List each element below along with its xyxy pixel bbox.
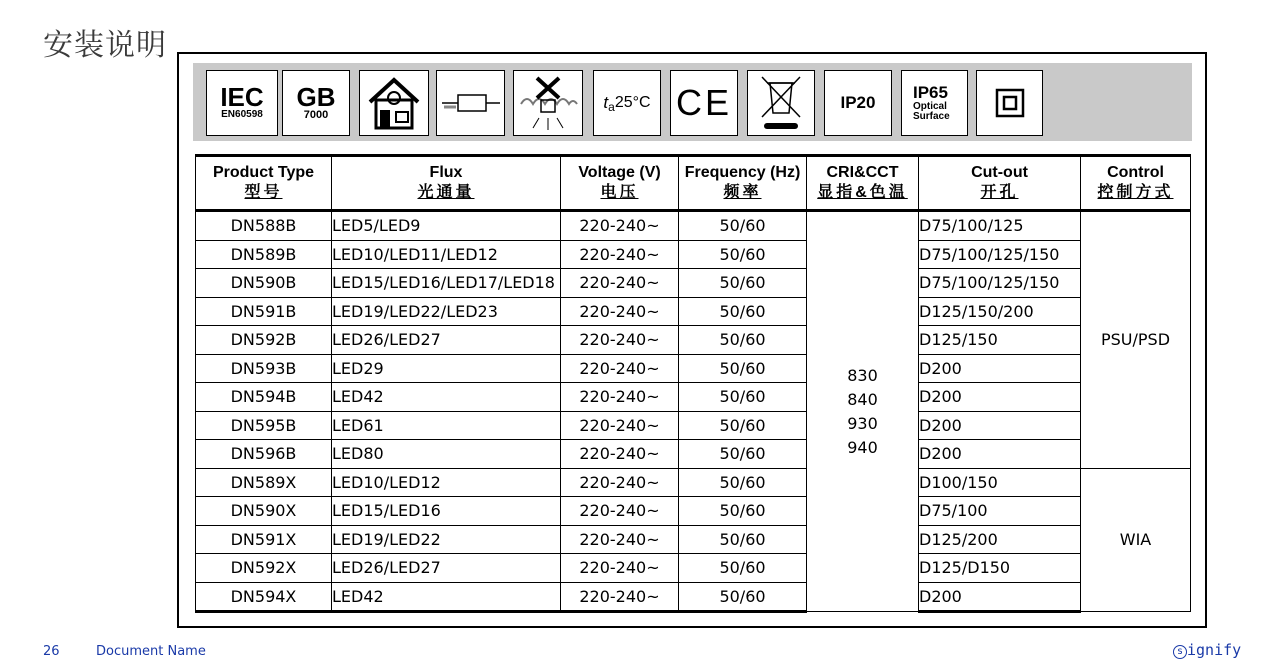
cell-flux: LED42	[332, 383, 561, 412]
iec-mark-icon	[206, 70, 278, 136]
table-row	[196, 554, 1191, 583]
cell-cutout: D200	[919, 354, 1081, 383]
header-voltage: Voltage (V) 电压	[561, 156, 679, 211]
cell-type: DN594X	[196, 582, 332, 612]
iec-label: IEC	[220, 82, 264, 112]
brand-text: ignify	[1187, 641, 1242, 659]
cell-voltage: 220-240~	[561, 297, 679, 326]
iec-standard: EN60598	[221, 109, 263, 120]
cell-cutout: D200	[919, 411, 1081, 440]
brand-s-circle: s	[1173, 645, 1187, 659]
table-header-row	[196, 156, 1191, 211]
cell-voltage: 220-240~	[561, 240, 679, 269]
cell-flux: LED15/LED16	[332, 497, 561, 526]
mounting-surface-icon	[436, 70, 505, 136]
cell-voltage: 220-240~	[561, 582, 679, 612]
table-row	[196, 269, 1191, 298]
cell-control-psu-psd: PSU/PSD	[1081, 211, 1191, 469]
cell-type: DN593B	[196, 354, 332, 383]
cell-cutout: D75/100	[919, 497, 1081, 526]
header-cri-cct: CRI&CCT 显指&色温	[807, 156, 919, 211]
signify-logo	[1173, 641, 1241, 659]
cell-frequency: 50/60	[679, 297, 807, 326]
indoor-use-icon	[359, 70, 429, 136]
cell-frequency: 50/60	[679, 525, 807, 554]
page-number: 26	[43, 644, 60, 659]
cell-type: DN595B	[196, 411, 332, 440]
ip20-label: IP20	[840, 93, 876, 112]
cell-flux: LED42	[332, 582, 561, 612]
cri-value: 840	[847, 389, 878, 409]
cri-value: 830	[847, 365, 878, 385]
cell-cutout: D200	[919, 440, 1081, 469]
table-row	[196, 354, 1191, 383]
temp-subscript: a	[608, 100, 615, 114]
cell-cutout: D125/150/200	[919, 297, 1081, 326]
cell-cutout: D75/100/125/150	[919, 269, 1081, 298]
cell-cri-cct	[807, 211, 919, 612]
cell-cutout: D100/150	[919, 468, 1081, 497]
cell-voltage: 220-240~	[561, 326, 679, 355]
cell-frequency: 50/60	[679, 354, 807, 383]
cell-flux: LED19/LED22	[332, 525, 561, 554]
cell-flux: LED10/LED12	[332, 468, 561, 497]
cell-cutout: D75/100/125	[919, 211, 1081, 241]
cell-type: DN590X	[196, 497, 332, 526]
cell-voltage: 220-240~	[561, 211, 679, 241]
cell-cutout: D125/D150	[919, 554, 1081, 583]
cell-frequency: 50/60	[679, 440, 807, 469]
cell-flux: LED61	[332, 411, 561, 440]
cell-frequency: 50/60	[679, 468, 807, 497]
weee-bin-icon	[747, 70, 815, 136]
class-ii-insulation-icon	[976, 70, 1043, 136]
cri-value: 930	[847, 413, 878, 433]
header-cutout: Cut-out 开孔	[919, 156, 1081, 211]
cell-cutout: D125/200	[919, 525, 1081, 554]
temp-symbol: t	[603, 93, 609, 112]
table-row	[196, 297, 1191, 326]
cell-voltage: 220-240~	[561, 383, 679, 412]
cell-flux: LED26/LED27	[332, 326, 561, 355]
cell-frequency: 50/60	[679, 582, 807, 612]
cell-flux: LED29	[332, 354, 561, 383]
cell-cutout: D75/100/125/150	[919, 240, 1081, 269]
gb-standard: 7000	[303, 109, 329, 121]
table-row	[196, 497, 1191, 526]
ip20-rating-icon	[824, 70, 892, 136]
ip65-label: IP65	[913, 83, 948, 102]
cell-voltage: 220-240~	[561, 411, 679, 440]
cell-frequency: 50/60	[679, 211, 807, 241]
cell-voltage: 220-240~	[561, 440, 679, 469]
cell-cutout: D200	[919, 383, 1081, 412]
cell-flux: LED15/LED16/LED17/LED18	[332, 269, 561, 298]
cell-voltage: 220-240~	[561, 468, 679, 497]
cell-control-wia: WIA	[1081, 468, 1191, 612]
ip65-sub-surface: Surface	[913, 111, 950, 122]
header-product-type: Product Type 型号	[196, 156, 332, 211]
cell-flux: LED10/LED11/LED12	[332, 240, 561, 269]
table-row	[196, 240, 1191, 269]
cell-flux: LED5/LED9	[332, 211, 561, 241]
cell-type: DN590B	[196, 269, 332, 298]
cell-type: DN592X	[196, 554, 332, 583]
cell-voltage: 220-240~	[561, 554, 679, 583]
cell-voltage: 220-240~	[561, 497, 679, 526]
cell-frequency: 50/60	[679, 383, 807, 412]
table-row	[196, 525, 1191, 554]
gb-mark-icon	[282, 70, 350, 136]
cell-frequency: 50/60	[679, 240, 807, 269]
cell-frequency: 50/60	[679, 554, 807, 583]
header-frequency: Frequency (Hz) 频率	[679, 156, 807, 211]
table-row	[196, 582, 1191, 612]
table-row	[196, 468, 1191, 497]
temp-value: 25°C	[614, 94, 651, 111]
gb-label: GB	[296, 82, 336, 112]
cell-voltage: 220-240~	[561, 269, 679, 298]
cell-frequency: 50/60	[679, 326, 807, 355]
header-flux: Flux 光通量	[332, 156, 561, 211]
table-row	[196, 383, 1191, 412]
cell-type: DN592B	[196, 326, 332, 355]
cell-frequency: 50/60	[679, 497, 807, 526]
cell-flux: LED26/LED27	[332, 554, 561, 583]
cell-flux: LED19/LED22/LED23	[332, 297, 561, 326]
table-row	[196, 211, 1191, 241]
document-name: Document Name	[96, 644, 206, 659]
cell-type: DN589X	[196, 468, 332, 497]
cell-voltage: 220-240~	[561, 525, 679, 554]
certification-icon-bar	[193, 63, 1192, 141]
cell-cutout: D200	[919, 582, 1081, 612]
ip65-rating-icon	[901, 70, 968, 136]
cell-type: DN591B	[196, 297, 332, 326]
ce-label: CE	[675, 82, 732, 123]
cell-type: DN596B	[196, 440, 332, 469]
cell-voltage: 220-240~	[561, 354, 679, 383]
cell-type: DN588B	[196, 211, 332, 241]
table-row	[196, 440, 1191, 469]
cell-frequency: 50/60	[679, 411, 807, 440]
no-insulation-cover-icon	[513, 70, 583, 136]
product-spec-table	[195, 154, 1191, 613]
ip65-sub-optical: Optical	[913, 101, 947, 112]
cell-flux: LED80	[332, 440, 561, 469]
header-control: Control 控制方式	[1081, 156, 1191, 211]
table-row	[196, 411, 1191, 440]
ce-mark-icon	[670, 70, 738, 136]
cell-frequency: 50/60	[679, 269, 807, 298]
page-title: 安装说明	[43, 28, 167, 63]
cell-type: DN591X	[196, 525, 332, 554]
cell-type: DN589B	[196, 240, 332, 269]
cell-cutout: D125/150	[919, 326, 1081, 355]
cri-value: 940	[847, 437, 878, 457]
ambient-temperature-icon	[593, 70, 661, 136]
cell-type: DN594B	[196, 383, 332, 412]
table-row	[196, 326, 1191, 355]
